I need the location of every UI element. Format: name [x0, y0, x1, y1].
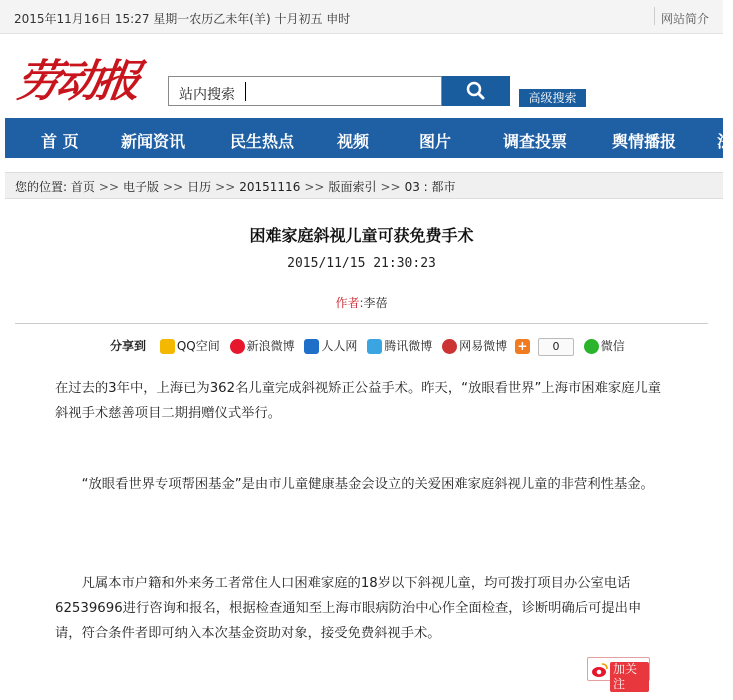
breadcrumb-date[interactable]: 20151116: [239, 180, 301, 194]
logo-wordmark: [11, 48, 155, 110]
article-title: 困难家庭斜视儿童可获免费手术: [249, 226, 474, 245]
share-tqq[interactable]: 腾讯微博: [367, 339, 432, 353]
search-label: 站内搜索: [179, 87, 235, 103]
site-intro-link[interactable]: 网站简介: [661, 12, 710, 26]
weibo-icon: [591, 662, 609, 678]
text-cursor: [245, 82, 246, 101]
nav-home[interactable]: 首 页: [41, 132, 79, 151]
netease-weibo-icon: [442, 339, 457, 354]
share-lead: 分享到: [110, 339, 147, 353]
tencent-weibo-icon: [367, 339, 382, 354]
advanced-search-button[interactable]: 高级搜索: [519, 89, 586, 107]
article-author: [0, 294, 723, 311]
site-logo[interactable]: [9, 48, 155, 124]
share-bar: [110, 337, 625, 357]
wechat-icon: [584, 339, 599, 354]
share-wechat[interactable]: 微信: [584, 339, 625, 353]
share-netease[interactable]: 网易微博: [442, 339, 507, 353]
article-timestamp: 2015/11/15 21:30:23: [287, 256, 436, 271]
author-name: 李蓓: [363, 296, 388, 310]
search-input[interactable]: [168, 76, 442, 106]
author-key: 作者:: [335, 296, 364, 310]
breadcrumb: 您的位置: 首页 >> 电子版 >> 日历 >> 20151116 >> 版面索引 >> 03 : 都市: [15, 180, 456, 194]
topbar-divider: [654, 7, 655, 25]
breadcrumb-lead: 您的位置:: [15, 180, 68, 194]
sina-weibo-icon: [230, 339, 245, 354]
nav-livelihood[interactable]: 民生热点: [230, 132, 295, 151]
share-sina[interactable]: 新浪微博: [230, 339, 295, 353]
article-paragraph-3: 凡属本市户籍和外来务工者常住人口困难家庭的18岁以下斜视儿童，均可拨打项目办公室电话62539696进行咨询和报名，根据检查通知至上海市眼病防治中心作全面检查，诊断明确后可提出申请，符合条件者即可纳入本次基金资助对象，接受免费斜视手术。: [55, 576, 642, 641]
share-count: 0: [538, 338, 574, 356]
breadcrumb-epaper[interactable]: 电子版: [123, 180, 160, 194]
nav-news[interactable]: 新闻资讯: [121, 132, 186, 151]
plus-icon[interactable]: +: [515, 339, 530, 354]
breadcrumb-index[interactable]: 版面索引: [328, 180, 377, 194]
article-paragraph-1: 在过去的3年中，上海已为362名儿童完成斜视矫正公益手术。昨天，“放眼看世界”上海市困难家庭儿童斜视手术慈善项目二期捐赠仪式举行。: [55, 381, 662, 421]
breadcrumb-home[interactable]: 首页: [70, 180, 95, 194]
renren-icon: [304, 339, 319, 354]
nav-pictures[interactable]: 图片: [419, 132, 452, 151]
nav-survey[interactable]: 调查投票: [503, 132, 568, 151]
share-qzone[interactable]: QQ空间: [160, 339, 220, 353]
breadcrumb-section[interactable]: 03 : 都市: [404, 180, 456, 194]
follow-label: 加关注: [610, 662, 649, 692]
nav-public-opinion[interactable]: 舆情播报: [612, 132, 677, 151]
search-button[interactable]: [442, 76, 510, 106]
current-date: 2015年11月16日 15:27 星期一农历乙未年(羊) 十月初五 申时: [14, 12, 351, 26]
logo-text: 劳动报: [13, 55, 141, 107]
search-icon: [442, 76, 510, 106]
nav-law[interactable]: 法: [717, 132, 733, 151]
share-renren[interactable]: 人人网: [304, 339, 357, 353]
breadcrumb-bar: [5, 172, 723, 199]
follow-button[interactable]: [587, 657, 650, 691]
header-divider: [15, 323, 708, 324]
breadcrumb-calendar[interactable]: 日历: [187, 180, 212, 194]
main-nav: [5, 118, 733, 158]
nav-video[interactable]: 视频: [337, 132, 370, 151]
top-info-bar: [0, 0, 723, 34]
qzone-icon: [160, 339, 175, 354]
article-paragraph-2: “放眼看世界专项帮困基金”是由市儿童健康基金会设立的关爱困难家庭斜视儿童的非营利性基金。: [81, 477, 654, 492]
